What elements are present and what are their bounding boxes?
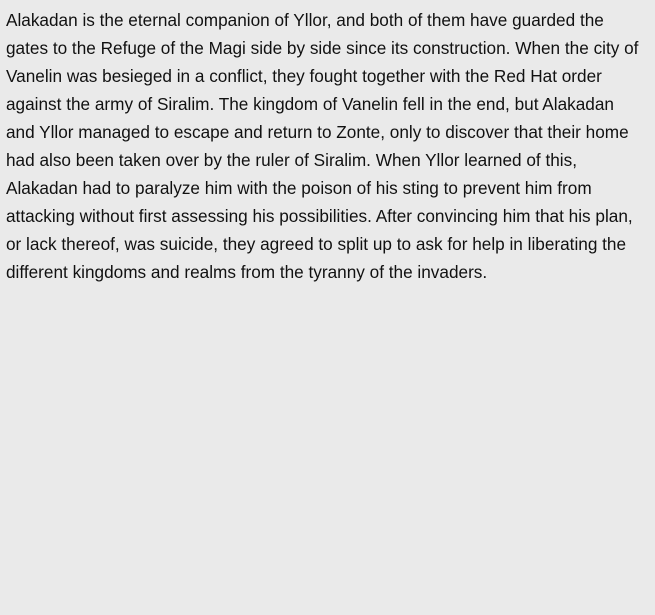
lore-text-panel [6, 6, 646, 286]
lore-paragraph: Alakadan is the eternal companion of Yllor, and both of them have guarded the gates to the Refuge of the Magi side by side since its construction. When the city of Vanelin was besieged in a conflict, they fought together with the Red Hat order against the army of Siralim. The kingdom of Vanelin fell in the end, but Alakadan and Yllor managed to escape and return to Zonte, only to discover that their home had also been taken over by the ruler of Siralim. When Yllor learned of this, Alakadan had to paralyze him with the poison of his sting to prevent him from attacking without first assessing his possibilities. After convincing him that his plan, or lack thereof, was suicide, they agreed to split up to ask for help in liberating the different kingdoms and realms from the tyranny of the invaders. [6, 10, 639, 282]
